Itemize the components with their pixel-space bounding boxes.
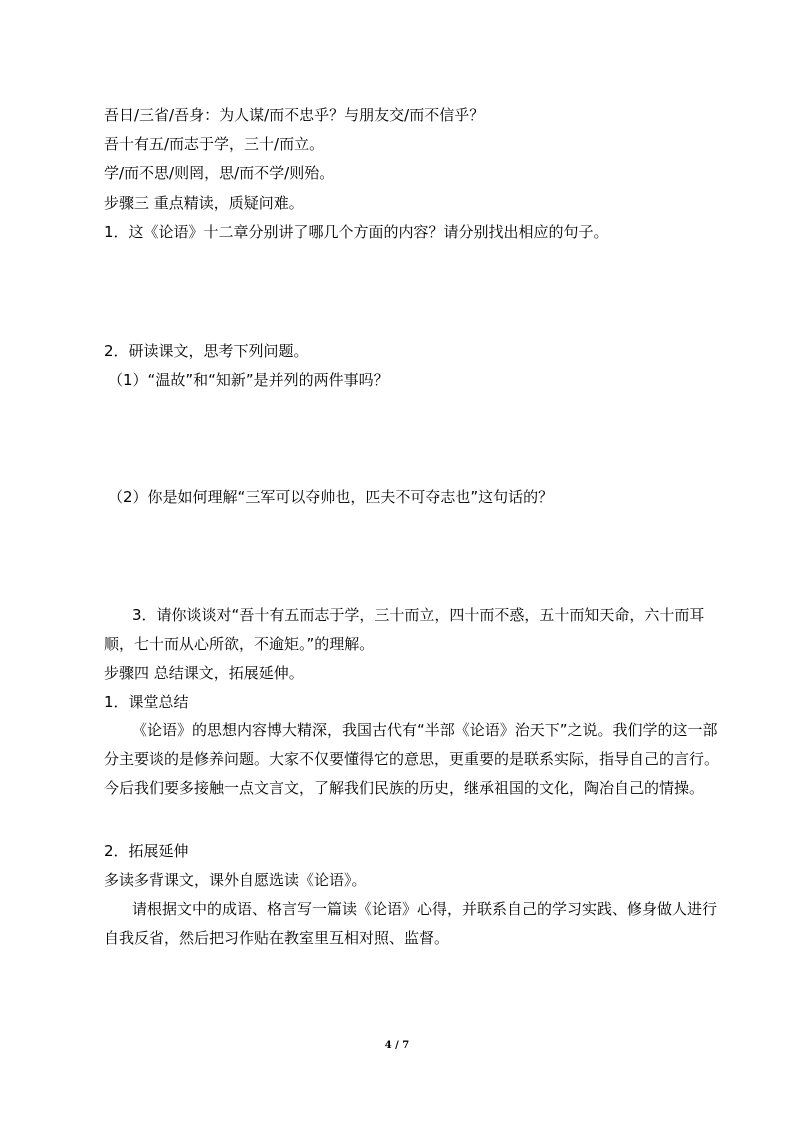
text-line: 吾日/三省/吾身：为人谋/而不忠乎？与朋友交/而不信乎？ bbox=[104, 106, 485, 124]
page-number: 4 / 7 bbox=[384, 1040, 410, 1051]
step-heading: 步骤三 重点精读，质疑问难。 bbox=[104, 194, 304, 212]
sub-question: （2）你是如何理解“三军可以夺帅也，匹夫不可夺志也”这句话的？ bbox=[108, 488, 554, 506]
step-heading: 步骤四 总结课文，拓展延伸。 bbox=[104, 664, 304, 682]
paragraph: 请根据文中的成语、格言写一篇读《论语》心得，并联系自己的学习实践、修身做人进行自我反省，然后把习作贴在教室里互相对照、监督。 bbox=[104, 900, 718, 947]
question: 3．请你谈谈对“吾十有五而志于学，三十而立，四十而不惑，五十而知天命，六十而耳顺，七十而从心所欲，不逾矩。”的理解。 bbox=[104, 606, 705, 653]
text-line: 多读多背课文，课外自愿选读《论语》。 bbox=[104, 871, 367, 889]
text-line: 吾十有五/而志于学，三十/而立。 bbox=[104, 135, 325, 153]
section-heading: 1．课堂总结 bbox=[104, 693, 189, 711]
text-line: 学/而不思/则罔，思/而不学/则殆。 bbox=[104, 164, 335, 182]
question: 1．这《论语》十二章分别讲了哪几个方面的内容？请分别找出相应的句子。 bbox=[104, 223, 609, 241]
paragraph: 《论语》的思想内容博大精深，我国古代有“半部《论语》治天下”之说。我们学的这一部分主要谈的是修养问题。大家不仅要懂得它的意思，更重要的是联系实际，指导自己的言行。今后我们要多接触一点文言文，了解我们民族的历史，继承祖国的文化，陶冶自己的情操。 bbox=[104, 721, 720, 797]
section-heading: 2．拓展延伸 bbox=[104, 842, 189, 860]
sub-question: （1）“温故”和“知新”是并列的两件事吗？ bbox=[108, 371, 389, 389]
question: 2．研读课文，思考下列问题。 bbox=[104, 342, 309, 360]
